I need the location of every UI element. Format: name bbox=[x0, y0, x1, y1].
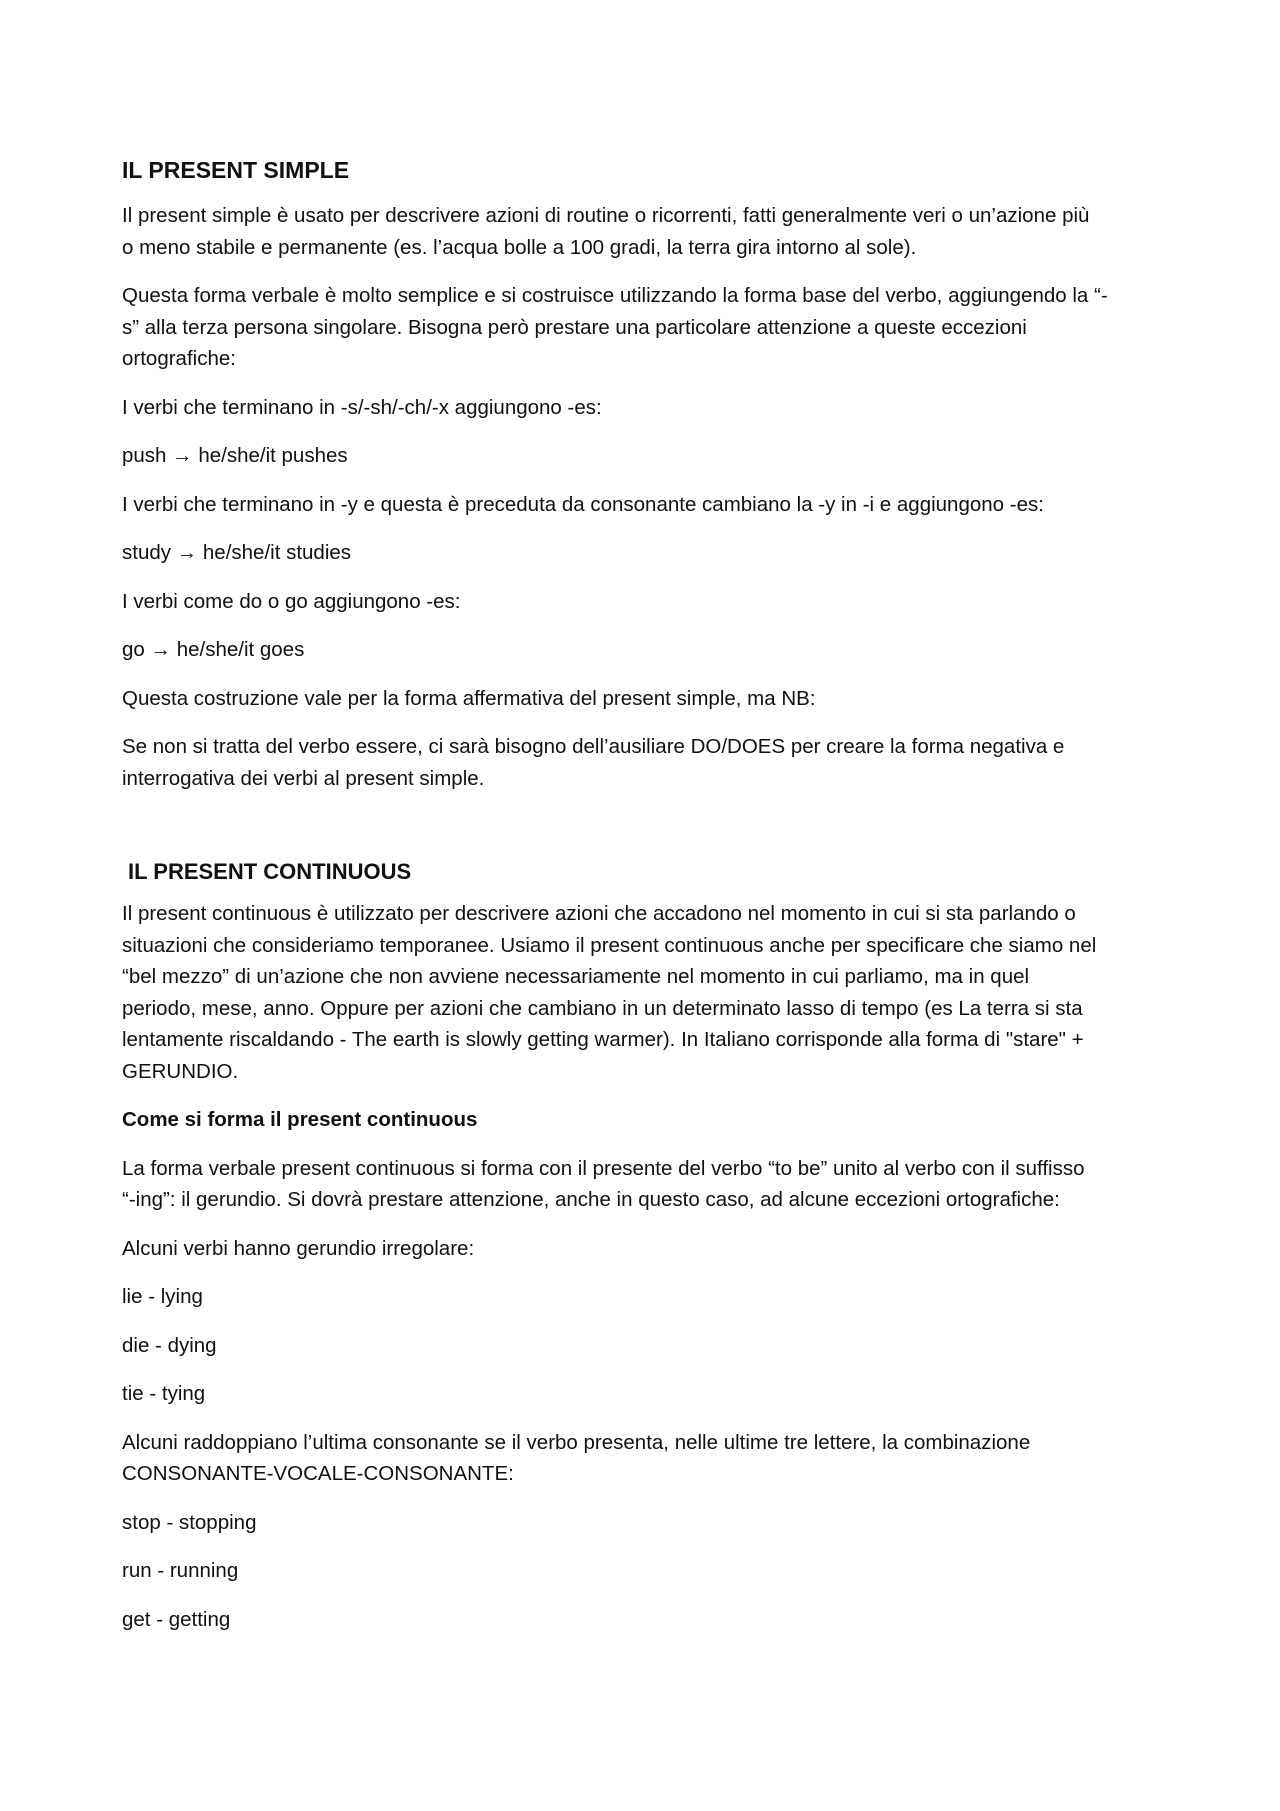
section-title-present-simple: IL PRESENT SIMPLE bbox=[122, 157, 350, 183]
example-stop: stop - stopping bbox=[122, 1510, 257, 1534]
paragraph-present-simple-intro bbox=[122, 200, 1172, 263]
text-line: periodo, mese, anno. Oppure per azioni che cambiano in un determinato lasso di tempo (es La terra si sta bbox=[122, 996, 1083, 1020]
rule-es-endings: I verbi che terminano in -s/-sh/-ch/-x aggiungono -es: bbox=[122, 395, 602, 419]
text-line: Il present continuous è utilizzato per descrivere azioni che accadono nel momento in cui si sta parlando o bbox=[122, 902, 1076, 925]
example-get: get - getting bbox=[122, 1607, 231, 1631]
text-line: o meno stabile e permanente (es. l’acqua bolle a 100 gradi, la terra gira intorno al sole). bbox=[122, 235, 917, 259]
example-go: go → he/she/it goes bbox=[122, 638, 305, 661]
text-line: s” alla terza persona singolare. Bisogna però prestare una particolare attenzione a queste eccezioni bbox=[122, 315, 1027, 339]
text-line: lentamente riscaldando - The earth is slowly getting warmer). In Italiano corrisponde alla forma di "stare" + bbox=[122, 1028, 1084, 1051]
paragraph-present-simple-formation bbox=[122, 280, 1172, 375]
text-line: Alcuni raddoppiano l’ultima consonante se il verbo presenta, nelle ultime tre lettere, la combinazione bbox=[122, 1430, 1031, 1454]
text-line: Il present simple è usato per descrivere azioni di routine o ricorrenti, fatti generalmente veri o un’azione più bbox=[122, 204, 1090, 227]
text-line: GERUNDIO. bbox=[122, 1059, 239, 1083]
example-push: push → he/she/it pushes bbox=[122, 444, 348, 467]
text-line: interrogativa dei verbi al present simple. bbox=[122, 766, 485, 790]
example-die: die - dying bbox=[122, 1333, 217, 1357]
text-line: CONSONANTE-VOCALE-CONSONANTE: bbox=[122, 1462, 514, 1485]
text-line: La forma verbale present continuous si forma con il presente del verbo “to be” unito al verbo con il suffisso bbox=[122, 1156, 1085, 1180]
text-line: Se non si tratta del verbo essere, ci sarà bisogno dell’ausiliare DO/DOES per creare la forma negativa e bbox=[122, 735, 1065, 758]
example-study: study → he/she/it studies bbox=[122, 541, 352, 564]
example-tie: tie - tying bbox=[122, 1382, 206, 1405]
text-line: “-ing”: il gerundio. Si dovrà prestare attenzione, anche in questo caso, ad alcune eccezioni ortografiche: bbox=[122, 1188, 1060, 1211]
subheading-formation: Come si forma il present continuous bbox=[122, 1108, 478, 1131]
paragraph-present-continuous-intro bbox=[122, 898, 1172, 1087]
example-run: run - running bbox=[122, 1559, 239, 1582]
section-title-present-continuous: IL PRESENT CONTINUOUS bbox=[128, 859, 412, 884]
rule-y-ending: I verbi che terminano in -y e questa è preceduta da consonante cambiano la -y in -i e aggiungono -es: bbox=[122, 492, 1044, 516]
example-lie: lie - lying bbox=[122, 1285, 203, 1308]
irregular-intro: Alcuni verbi hanno gerundio irregolare: bbox=[122, 1236, 475, 1260]
text-line: “bel mezzo” di un’azione che non avviene necessariamente nel momento in cui parliamo, ma in quel bbox=[122, 965, 1030, 988]
text-line: ortografiche: bbox=[122, 347, 236, 370]
note-affirmative: Questa costruzione vale per la forma affermativa del present simple, ma NB: bbox=[122, 686, 816, 710]
rule-do-go: I verbi come do o go aggiungono -es: bbox=[122, 589, 461, 613]
paragraph-double-consonant bbox=[122, 1427, 1172, 1490]
text-line: Questa forma verbale è molto semplice e si costruisce utilizzando la forma base del verbo, aggiungendo la “- bbox=[122, 284, 1108, 307]
document-page bbox=[122, 150, 1172, 1652]
text-line: situazioni che consideriamo temporanee. Usiamo il present continuous anche per specificare che siamo nel bbox=[122, 933, 1097, 957]
paragraph-present-continuous-formation bbox=[122, 1153, 1172, 1216]
paragraph-auxiliary bbox=[122, 731, 1172, 794]
